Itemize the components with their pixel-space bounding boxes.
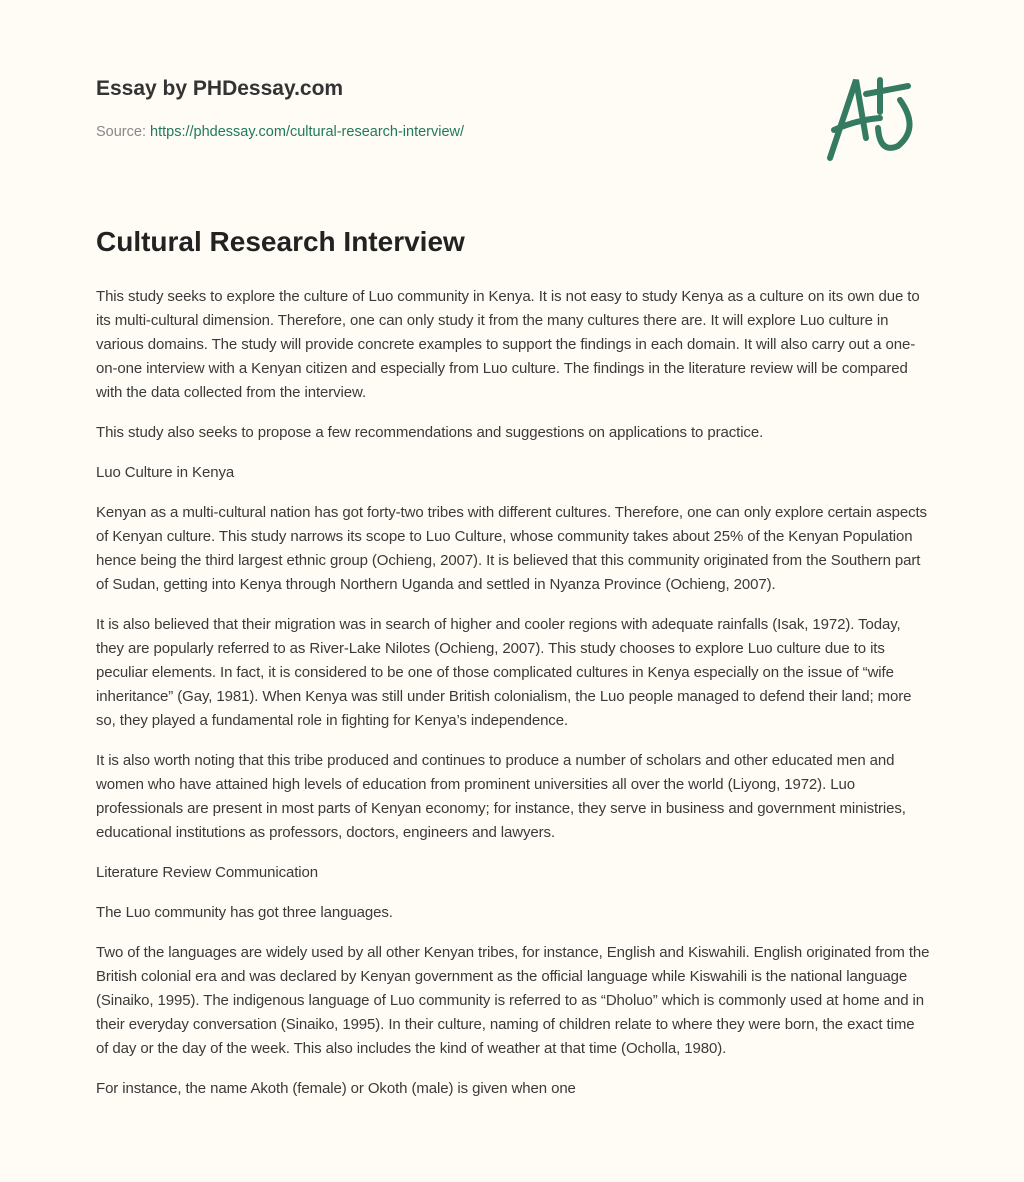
a-plus-logo-icon — [822, 68, 932, 168]
source-link[interactable]: https://phdessay.com/cultural-research-interview/ — [150, 124, 465, 140]
paragraph: It is also worth noting that this tribe produced and continues to produce a number of scholars and other educated men and women who have attained high levels of education from prominent universities all over the world (Liyong, 1972). Luo professionals are present in most parts of Kenyan economy; for instance, they serve in business and government ministries, educational institutions as professors, doctors, engineers and lawyers. — [96, 752, 906, 841]
source-label: Source: — [96, 124, 146, 140]
site-title: Essay by PHDessay.com — [96, 77, 344, 100]
paragraph: The Luo community has got three languages. — [96, 904, 393, 921]
section-heading: Literature Review Communication — [96, 864, 318, 881]
essay-title: Cultural Research Interview — [96, 226, 465, 257]
section-heading: Luo Culture in Kenya — [96, 464, 235, 481]
paragraph: Kenyan as a multi-cultural nation has got forty-two tribes with different cultures. Therefore, one can only explore certain aspects of Kenyan culture. This study narrows its scope to Luo Culture, whose community takes about 25% of the Kenyan Population hence being the third largest ethnic group (Ochieng, 2007). It is believed that this community originated from the Southern part of Sudan, getting into Kenya through Northern Uganda and settled in Nyanza Province (Ochieng, 2007). — [96, 504, 927, 593]
paragraph: For instance, the name Akoth (female) or Okoth (male) is given when one — [96, 1080, 576, 1097]
paragraph: Two of the languages are widely used by all other Kenyan tribes, for instance, English and Kiswahili. English originated from the British colonial era and was declared by Kenyan government as the official language while Kiswahili is the national language (Sinaiko, 1995). The indigenous language of Luo community is referred to as “Dholuo” which is commonly used at home and in their everyday conversation (Sinaiko, 1995). In their culture, naming of children relate to where they were born, the exact time of day or the day of the week. This also includes the kind of weather at that time (Ocholla, 1980). — [96, 944, 930, 1057]
paragraph: It is also believed that their migration was in search of higher and cooler regions with adequate rainfalls (Isak, 1972). Today, they are popularly referred to as River-Lake Nilotes (Ochieng, 2007). This study chooses to explore Luo culture due to its peculiar elements. In fact, it is considered to be one of those complicated cultures in Kenya especially on the issue of “wife inheritance” (Gay, 1981). When Kenya was still under British colonialism, the Luo people managed to defend their land; more so, they played a fundamental role in fighting for Kenya’s independence. — [96, 616, 912, 729]
essay-body — [96, 285, 930, 1117]
paragraph: This study also seeks to propose a few recommendations and suggestions on applications to practice. — [96, 424, 764, 441]
paragraph: This study seeks to explore the culture of Luo community in Kenya. It is not easy to study Kenya as a culture on its own due to its multi-cultural dimension. Therefore, one can only study it from the many cultures there are. It will explore Luo culture in various domains. The study will provide concrete examples to support the findings in each domain. It will also carry out a one-on-one interview with a Kenyan citizen and especially from Luo culture. The findings in the literature review will be compared with the data collected from the interview. — [96, 288, 920, 401]
source-line — [96, 124, 464, 140]
